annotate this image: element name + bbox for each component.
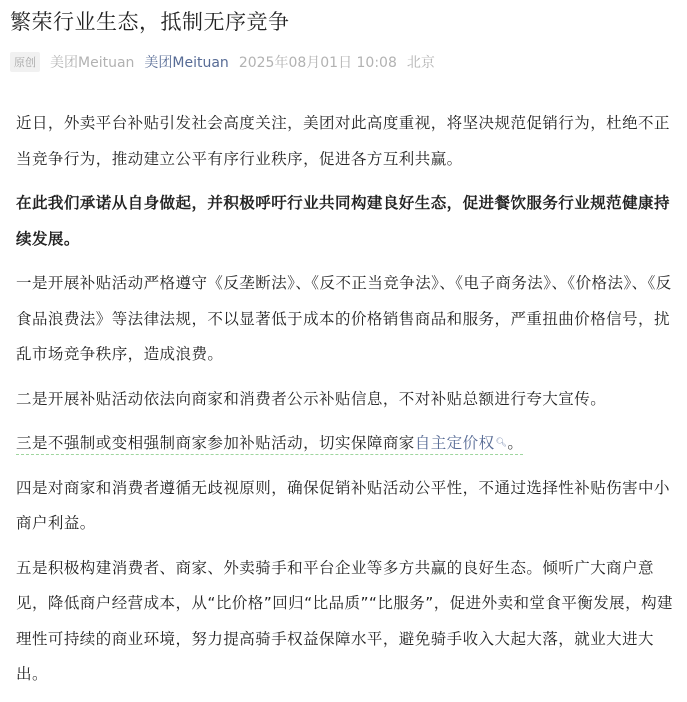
search-icon: 🔍︎ xyxy=(495,438,508,448)
publish-datetime: 2025年08月01日 10:08 xyxy=(238,55,397,71)
sentence-text: 三是不强制或变相强制商家参加补贴活动，切实保障商家 xyxy=(16,434,415,452)
paragraph: 二是开展补贴活动依法向商家和消费者公示补贴信息，不对补贴总额进行夸大宣传。 xyxy=(16,389,607,408)
article-meta xyxy=(10,52,435,72)
keyword-text: 自主定价权 xyxy=(414,434,495,452)
paragraph xyxy=(16,426,676,462)
paragraph-bold: 在此我们承诺从自身做起，并积极呼吁行业共同构建良好生态，促进餐饮服务行业规范健康持续发展。 xyxy=(16,194,670,248)
publish-location: 北京 xyxy=(406,55,435,71)
paragraph: 一是开展补贴活动严格遵守《反垄断法》、《反不正当竞争法》、《电子商务法》、《价格法》、《反食品浪费法》等法律法规，不以显著低于成本的价格销售商品和服务，严重扭曲价格信号，扰乱市场竞争秩序，造成浪费。 xyxy=(16,274,672,363)
highlighted-sentence xyxy=(16,434,523,455)
sentence-end: 。 xyxy=(507,434,524,452)
author-name: 美团Meituan xyxy=(50,55,135,71)
account-link[interactable]: 美团Meituan xyxy=(144,55,229,71)
paragraph: 近日，外卖平台补贴引发社会高度关注，美团对此高度重视，将坚决规范促销行为，杜绝不正当竞争行为，推动建立公平有序行业秩序，促进各方互利共赢。 xyxy=(16,114,670,168)
article-title: 繁荣行业生态，抵制无序竞争 xyxy=(10,10,290,34)
paragraph: 四是对商家和消费者遵循无歧视原则，确保促销补贴活动公平性，不通过选择性补贴伤害中小商户利益。 xyxy=(16,478,670,532)
search-keyword-link[interactable] xyxy=(415,434,508,452)
original-badge: 原创 xyxy=(10,52,40,72)
article-body xyxy=(16,106,676,702)
paragraph: 五是积极构建消费者、商家、外卖骑手和平台企业等多方共赢的良好生态。倾听广大商户意见，降低商户经营成本，从“比价格”回归“比品质”“比服务”，促进外卖和堂食平衡发展，构建理性可持续的商业环境，努力提高骑手权益保障水平，避免骑手收入大起大落，就业大进大出。 xyxy=(16,558,673,683)
